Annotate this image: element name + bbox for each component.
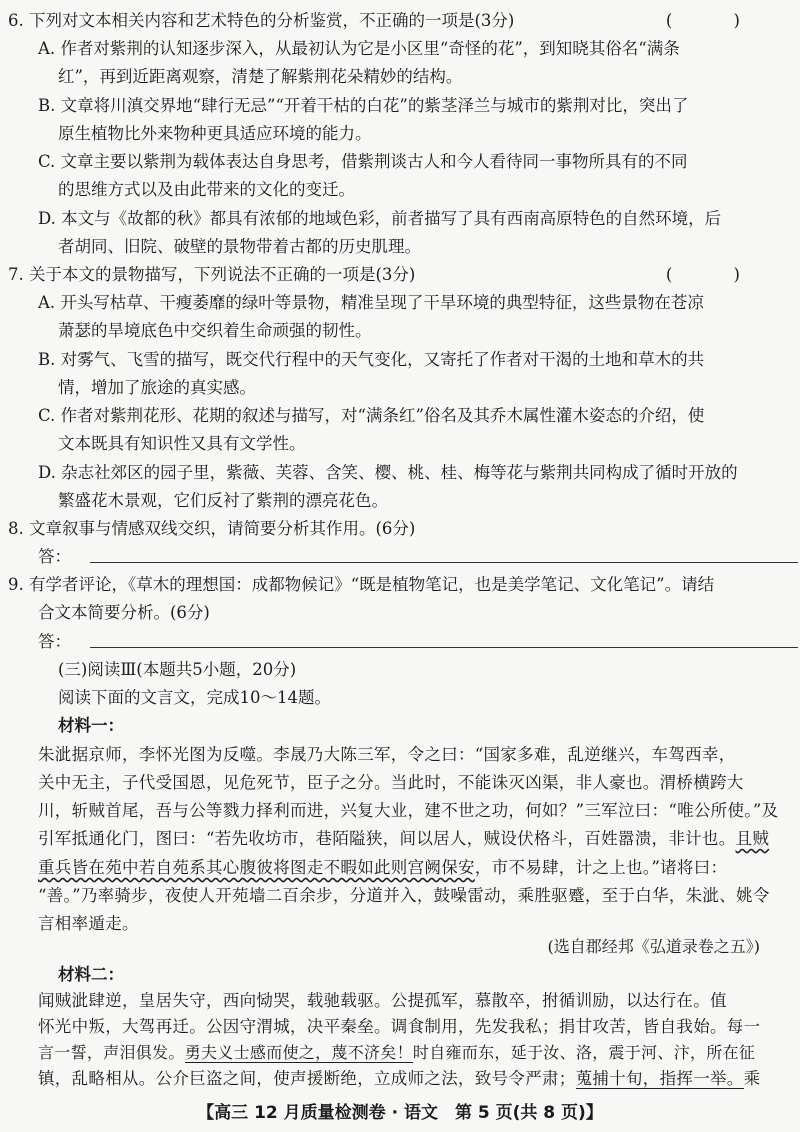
material1-line3: 川，斩贼首尾，吾与公等戮力择利而进，兴复大业，建不世之功，何如？”三军泣曰：“唯公所使。”及: [38, 801, 779, 820]
q9-answer[interactable]: [0, 629, 800, 655]
q7-stem: 7. 关于本文的景物描写，下列说法不正确的一项是(3分) ( ): [0, 262, 800, 288]
underlined-sentence-2: 蒐捕十旬，指挥一举。: [575, 1069, 744, 1088]
material2-line3: 言一誓，声泪俱发。勇夫义士感而使之，蔑不济矣！时自雍而东，延于汝、洛，震于河、汴，所在征: [38, 1043, 756, 1062]
q6-option-c-line2: 的思维方式以及由此带来的文化的变迁。: [58, 180, 355, 199]
q6-option-a-line2: 红”，再到近距离观察，清楚了解紫荆花朵精妙的结构。: [58, 67, 463, 86]
material2-line1: 闻贼泚肆逆，皇居失守，西向恸哭，载驰载驱。公提孤军，慕散卒，拊循训励，以达行在。值: [38, 991, 727, 1010]
q9-stem-line1: 9. 有学者评论，《草木的理想国：成都物候记》“既是植物笔记，也是美学笔记、文化笔记”。请结: [8, 575, 715, 594]
wavy-underlined-text: 且贼: [735, 829, 770, 848]
q9-answer-label: 答：: [38, 632, 71, 651]
wavy-underlined-sentence: 重兵皆在苑中若自苑系其心腹彼将图走不暇如此则宫阙保安: [38, 858, 475, 877]
q7-option-d-line1: D. 杂志社郊区的园子里，紫薇、芙蓉、含笑、樱、桃、桂、梅等花与紫荆共同构成了循时开放的: [38, 463, 738, 482]
section-heading: (三)阅读Ⅲ(本题共5小题，20分): [58, 660, 297, 679]
q7-option-a-line1: A. 开头写枯草、干瘦萎靡的绿叶等景物，精准呈现了干旱环境的典型特征，这些景物在苍凉: [38, 293, 704, 312]
material2-line2: 怀光中叛，大驾再迁。公因守渭城，决平秦垒。调食制用，先发我私；捐甘攻苦，皆自我始。每一: [38, 1017, 761, 1036]
material1-line6: “善。”乃率骑步，夜使人开苑墙二百余步，分道并入，鼓噪雷动，乘胜驱蹙，至于白华，朱泚、姚令: [38, 886, 770, 905]
q6-option-b-line1: B. 文章将川滇交界地“肆行无忌”“开着干枯的白花”的紫茎泽兰与城市的紫荆对比，突出了: [38, 96, 689, 115]
q7-answer-bracket: ( ): [665, 265, 768, 284]
material2-label: 材料二：: [58, 965, 124, 984]
q6-option-b-line2: 原生植物比外来物种更具适应环境的能力。: [58, 124, 372, 143]
material1-line7: 言相率遁走。: [38, 914, 139, 933]
q9-stem-line2: 合文本简要分析。(6分): [38, 603, 210, 622]
q6-option-d-line1: D. 本文与《故都的秋》都具有浓郁的地域色彩，前者描写了具有西南高原特色的自然环境，后: [38, 209, 722, 228]
material1-line2: 关中无主，子代受国恩，见危死节，臣子之分。当此时，不能诛灭凶渠，非人豪也。渭桥横跨大: [38, 773, 744, 792]
material1-label: 材料一：: [58, 716, 124, 735]
q8-answer-label: 答：: [38, 547, 71, 566]
page-footer: 【高三 12 月质量检测卷 · 语文 第 5 页(共 8 页)】: [197, 1103, 603, 1123]
q8-stem: 8. 文章叙事与情感双线交织，请简要分析其作用。(6分): [8, 519, 416, 538]
q6-stem: 6. 下列对文本相关内容和艺术特色的分析鉴赏，不正确的一项是(3分) ( ): [0, 8, 800, 34]
q6-answer-bracket: ( ): [665, 11, 768, 30]
q6-option-c-line1: C. 文章主要以紫荆为载体表达自身思考，借紫荆谈古人和今人看待同一事物所具有的不同: [38, 152, 688, 171]
q6-option-a-line1: A. 作者对紫荆的认知逐步深入，从最初认为它是小区里“奇怪的花”，到知晓其俗名“满条: [38, 39, 680, 58]
q8-answer-line[interactable]: [90, 562, 798, 563]
underlined-sentence-1: 勇夫义士感而使之，蔑不济矣！: [184, 1043, 413, 1062]
q7-option-b-line1: B. 对雾气、飞雪的描写，既交代行程中的天气变化，又寄托了作者对干渴的土地和草木的共: [38, 350, 705, 369]
section-instruction: 阅读下面的文言文，完成10～14题。: [58, 688, 331, 707]
q7-option-d-line2: 繁盛花木景观，它们反衬了紫荆的漂亮花色。: [58, 491, 388, 510]
q7-option-c-line2: 文本既具有知识性又具有文学性。: [58, 434, 306, 453]
material1-line5: 重兵皆在苑中若自苑系其心腹彼将图走不暇如此则宫阙保安，市不易肆，计之上也。”诸将曰：: [38, 858, 728, 877]
material1-source: (选自郡经邦《弘道录卷之五》): [547, 937, 760, 956]
q7-option-b-line2: 情，增加了旅途的真实感。: [58, 378, 256, 397]
q7-option-c-line1: C. 作者对紫荆花形、花期的叙述与描写，对“满条红”俗名及其乔木属性灌木姿态的介绍，使: [38, 406, 705, 425]
q7-option-a-line2: 萧瑟的旱境底色中交织着生命顽强的韧性。: [58, 321, 372, 340]
q9-answer-line[interactable]: [90, 647, 798, 648]
material1-line4: 引军抵通化门，图曰：“若先收坊市，巷陌隘狭，间以居人，贼设伏格斗，百姓嚣溃，非计也。且贼: [38, 829, 770, 848]
material2-line4: 镇，乱略相从。公介巨盗之间，使声援断绝，立成师之法，致号令严肃；蒐捕十旬，指挥一举。乘: [38, 1069, 761, 1088]
q8-answer[interactable]: [0, 544, 800, 570]
material1-line1: 朱泚据京师，李怀光图为反噬。李晟乃大陈三军，令之曰：“国家多难，乱逆继兴，车驾西幸，: [38, 745, 736, 764]
q6-option-d-line2: 者胡同、旧院、破壁的景物带着古都的历史肌理。: [58, 237, 421, 256]
